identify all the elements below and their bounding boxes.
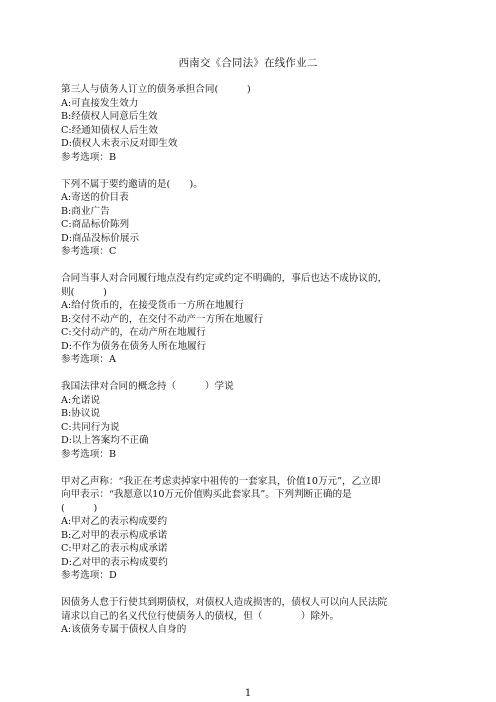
question-stem: 第三人与债务人订立的债务承担合同( ) [61,84,251,95]
question-1 [61,83,441,164]
option-b: B:乙对甲的表示构成承诺 [61,529,168,541]
reference-answer: 参考选项：D [61,570,117,581]
option-d: D:不作为债务在债务人所在地履行 [61,340,207,352]
option-b: B:经债权人同意后生效 [61,111,158,122]
reference-answer: 参考选项：B [61,448,117,460]
question-stem-continued: ( ) [61,502,98,514]
question-stem: 合同当事人对合同履行地点没有约定或约定不明确的，事后也达不成协议的， [61,273,388,284]
option-d: D:商品没标价展示 [61,232,140,244]
question-list [61,83,441,650]
reference-answer: 参考选项：C [61,246,117,257]
question-stem: 因债务人怠于行使其到期债权，对债权人造成损害的，债权人可以向人民法院 [61,597,388,608]
option-a: A:可直接发生效力 [61,97,139,109]
question-stem-continued: 向甲表示：“我愿意以10万元价值购买此套家具”。下列判断正确的是 [61,489,352,500]
option-d: D:债权人未表示反对即生效 [61,138,178,149]
question-stem: 我国法律对合同的概念持（ ）学说 [61,381,234,392]
option-b: B:商业广告 [61,205,110,217]
option-a: A:允诺说 [61,394,100,406]
option-a: A:给付货币的，在接受货币一方所在地履行 [61,300,244,311]
question-stem-continued: 则( ) [61,286,107,298]
reference-answer: 参考选项：A [61,354,116,365]
document-title: 西南交《合同法》在线作业二 [178,57,318,69]
page-number: 1 [244,688,252,699]
question-2 [61,178,441,259]
option-c: C:交付动产的，在动产所在地履行 [61,327,206,338]
option-b: B:交付不动产的，在交付不动产一方所在地履行 [61,313,264,325]
question-stem: 下列不属于要约邀请的是( )。 [61,178,203,190]
option-d: D:以上答案均不正确 [61,435,149,446]
question-3 [61,272,441,367]
option-a: A:甲对乙的表示构成要约 [61,516,168,527]
option-a: A:该债务专属于债权人自身的 [61,624,187,635]
question-stem-continued: 请求以自己的名义代位行使债务人的债权，但（ ）除外。 [61,610,340,622]
question-4 [61,380,441,461]
option-c: C:甲对乙的表示构成承诺 [61,543,168,554]
option-d: D:乙对甲的表示构成要约 [61,556,168,568]
question-5 [61,475,441,583]
option-a: A:寄送的价目表 [61,192,129,203]
reference-answer: 参考选项：B [61,151,117,163]
option-b: B:协议说 [61,408,101,419]
option-c: C:共同行为说 [61,421,120,433]
question-stem: 甲对乙声称：“我正在考虑卖掉家中祖传的一套家具，价值10万元”，乙立即 [61,475,381,487]
option-c: C:经通知债权人后生效 [61,124,158,136]
question-6 [61,596,441,637]
option-c: C:商品标价陈列 [61,219,130,230]
